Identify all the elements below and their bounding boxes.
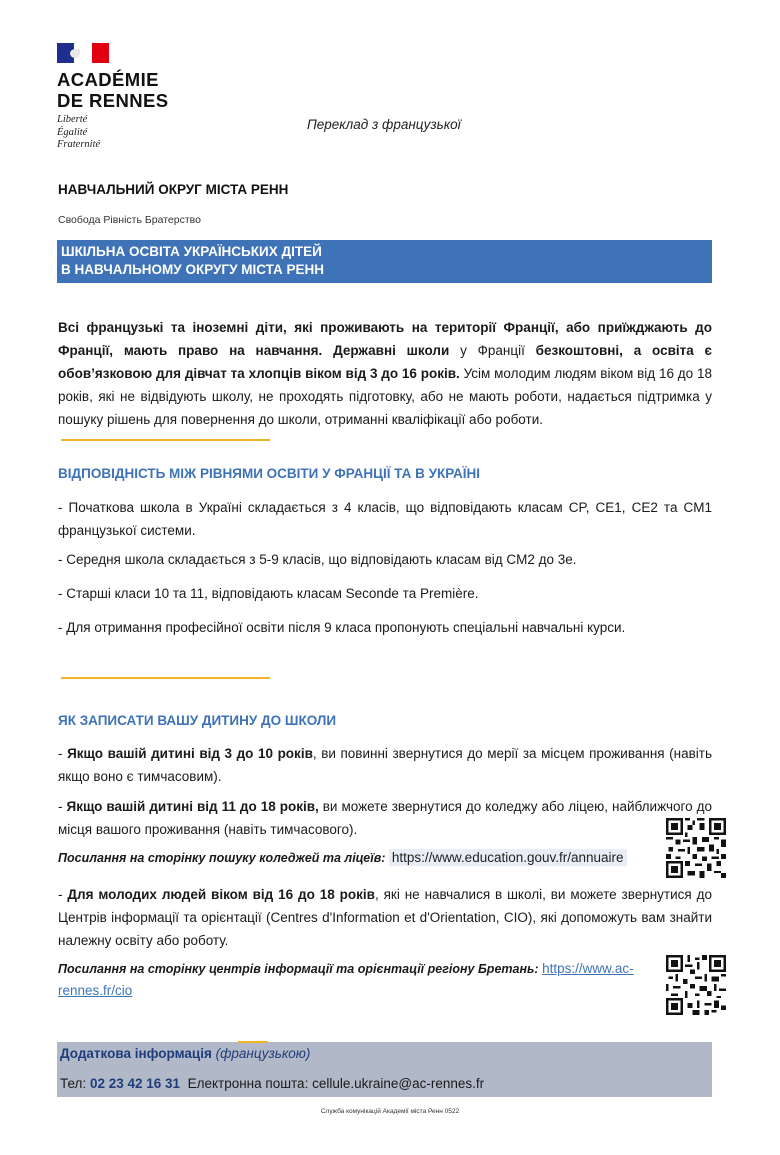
flag-white-stripe <box>74 43 92 63</box>
intro-text-2: Усім молодим людям віком від 16 до 18 років, які не відвідують школу, не проходять підготовку, або не мають роботи, надається підтримка у пошуку рішень для повернення до школи, отриманні кваліфікації або роботи. <box>58 366 712 427</box>
levels-item-2: - Середня школа складається з 5-9 класів, що відповідають класам від CM2 до 3e. <box>58 552 577 567</box>
intro-paragraph <box>58 316 712 431</box>
enrol-p3-dash: - <box>58 887 68 902</box>
additional-info-heading <box>60 1046 310 1061</box>
section-divider-1 <box>61 439 270 441</box>
document-title-banner <box>57 240 712 283</box>
additional-info-title: Додаткова інформація <box>60 1046 212 1061</box>
republique-flag-logo <box>57 43 109 63</box>
intro-bold-1: Всі французькі та іноземні діти, які проживають на території Франції, або приїжджають до Франції, мають право на навчання. Державні школи <box>58 320 712 358</box>
cio-link-line <box>58 958 658 1002</box>
section-heading-levels: ВІДПОВІДНІСТЬ МІЖ РІВНЯМИ ОСВІТИ У ФРАНЦІЇ ТА В УКРАЇНІ <box>58 466 481 481</box>
translation-note: Переклад з французької <box>307 117 461 132</box>
phone-number[interactable]: 02 23 42 16 31 <box>89 1076 181 1091</box>
motto-fraternite: Fraternité <box>57 139 101 150</box>
levels-item-4: - Для отримання професійної освіти після 9 класа пропонують спеціальні навчальні курси. <box>58 620 626 635</box>
motto-translation: Свобода Рівність Братерство <box>58 214 201 226</box>
intro-text-1: у Франції <box>449 343 536 358</box>
enrol-p3-text: , які не навчалися в школі, ви можете звернутися до Центрів інформації та орієнтації (Centres d'Information et d'Orientation, CIO), які допоможуть вам знайти належну освіту або роботу. <box>58 887 712 948</box>
academy-name-line1: ACADÉMIE <box>57 69 159 90</box>
motto-egalite: Égalité <box>57 126 88 138</box>
title-line1: ШКІЛЬНА ОСВІТА УКРАЇНСЬКИХ ДІТЕЙ <box>61 244 322 259</box>
section-divider-2 <box>61 677 270 679</box>
email-label: Електронна пошта: <box>187 1076 309 1091</box>
enrol-p1-bold: Якщо вашій дитині від 3 до 10 років <box>67 746 313 761</box>
flag-red-stripe <box>92 43 109 63</box>
section-heading-enrol: ЯК ЗАПИСАТИ ВАШУ ДИТИНУ ДО ШКОЛИ <box>58 713 337 728</box>
colleges-link-url[interactable]: https://www.education.gouv.fr/annuaire <box>389 849 627 866</box>
phone-label: Тел: <box>60 1076 87 1091</box>
enrol-paragraph-1 <box>58 742 712 788</box>
cio-link-url-part1[interactable]: https://www.ac- <box>542 961 634 976</box>
enrol-p3-bold: Для молодих людей віком від 16 до 18 років <box>67 887 375 902</box>
colleges-link-label: Посилання на сторінку пошуку коледжей та ліцеїв: <box>58 851 386 865</box>
info-box-accent <box>238 1041 268 1043</box>
academy-name-line2: DE RENNES <box>57 90 169 111</box>
enrol-p2-bold: Якщо вашій дитині від 11 до 18 років, <box>66 799 319 814</box>
qr-code-icon-colleges <box>666 818 726 878</box>
additional-info-note: (французькою) <box>215 1046 311 1061</box>
enrol-paragraph-3 <box>58 883 712 952</box>
enrol-paragraph-2 <box>58 795 712 841</box>
enrol-p1-dash: - <box>58 746 68 761</box>
republic-motto <box>57 114 100 152</box>
enrol-p2-dash: - <box>58 799 67 814</box>
title-line2: В НАВЧАЛЬНОМУ ОКРУГУ МІСТА РЕНН <box>61 262 325 277</box>
cio-link-url-part2[interactable]: rennes.fr/cio <box>58 983 133 998</box>
academy-name <box>57 69 169 111</box>
motto-liberte: Liberté <box>57 114 88 125</box>
footer-note: Служба комунікацій Академії міста Ренн 0522 <box>320 1108 460 1115</box>
cio-link-label: Посилання на сторінку центрів інформації та орієнтації регіону Бретань: <box>58 962 539 976</box>
enrol-p2-text: ви можете звернутися до коледжу або ліцею, найближчого до місця вашого проживання (навіть тимчасового). <box>58 799 713 837</box>
levels-item-3: - Старші класи 10 та 11, відповідають класам Seconde та Première. <box>58 586 479 601</box>
qr-code-icon-cio <box>666 955 726 1015</box>
colleges-link-line <box>58 850 627 865</box>
enrol-p1-text: , ви повинні звернутися до мерії за місцем проживання (навіть якщо воно є тимчасовим). <box>58 746 713 784</box>
intro-bold-2: безкоштовні, а освіта є обов’язковою для дівчат та хлопців віком від 3 до 16 років. <box>58 343 712 381</box>
contact-line <box>60 1076 484 1091</box>
levels-item-1: - Початкова школа в Україні складається з 4 класів, що відповідають класам CP, CE1, CE2 та CM1 французької системи. <box>58 500 712 538</box>
region-title: НАВЧАЛЬНИЙ ОКРУГ МІСТА РЕНН <box>58 182 289 197</box>
email-address[interactable]: cellule.ukraine@ac-rennes.fr <box>312 1076 485 1091</box>
